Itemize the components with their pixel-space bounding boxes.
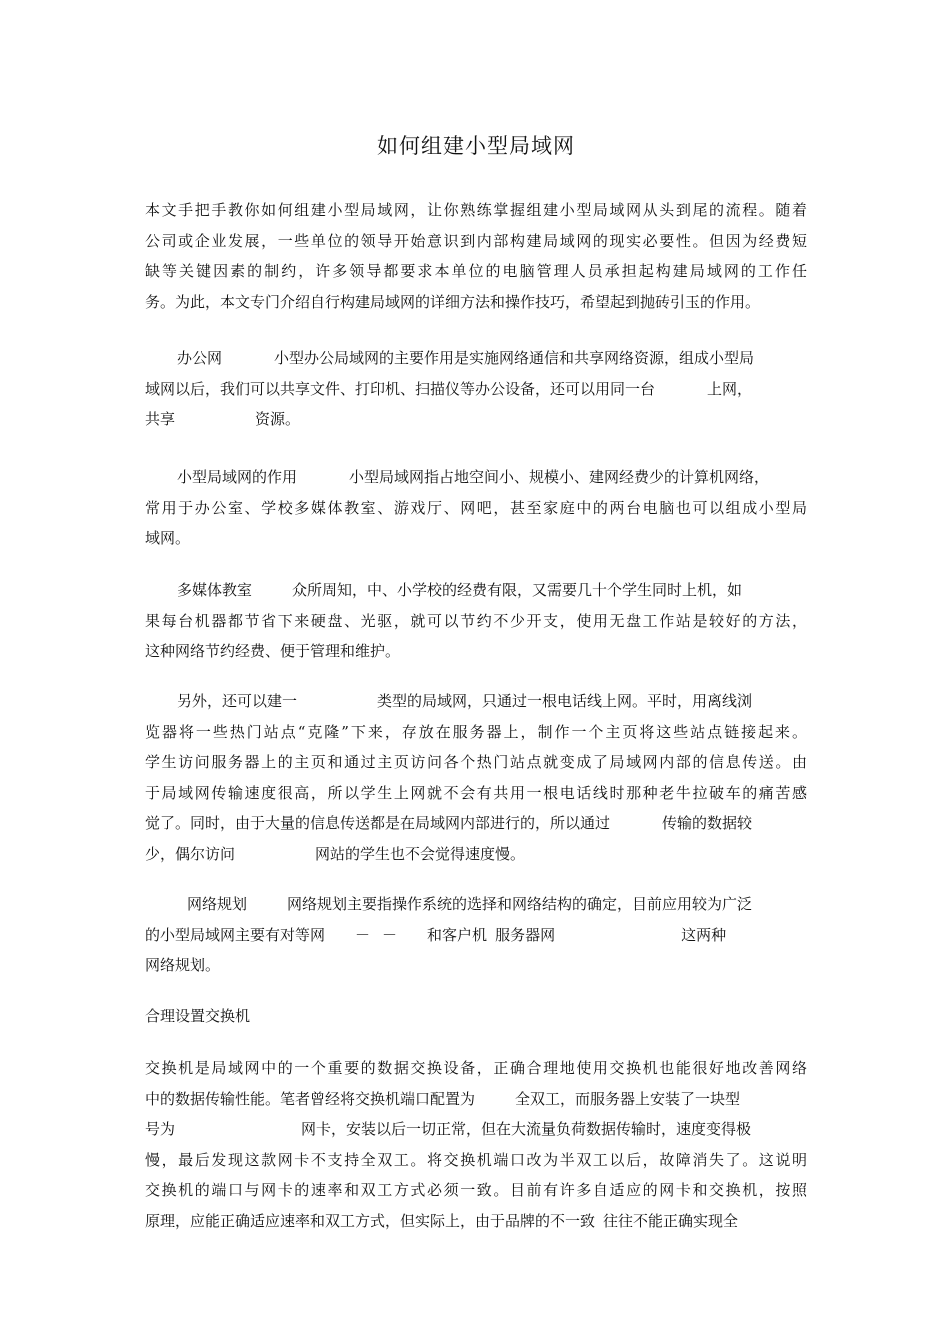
text-line: 学生访问服务器上的主页和通过主页访问各个热门站点就变成了局域网内部的信息传送。由 xyxy=(145,753,807,771)
text-span: 域网以后，我们可以共享文件、打印机、扫描仪等办公设备，还可以用同一台 xyxy=(145,379,656,398)
text-line xyxy=(145,889,807,920)
multimedia-classroom-paragraph xyxy=(145,575,807,667)
text-span: 的小型局域网主要有对等网 xyxy=(145,925,326,944)
text-line: 公司或企业发展，一些单位的领导开始意识到内部构建局域网的现实必要性。但因为经费短 xyxy=(145,231,807,250)
text-line: 于局域网传输速度很高，所以学生上网就不会有共用一根电话线时那种老牛拉破车的痛苦感 xyxy=(145,783,807,802)
text-line xyxy=(145,374,807,405)
text-span: 传输的数据较 xyxy=(662,814,753,832)
text-line xyxy=(145,343,807,374)
text-line: 这种网络节约经费、便于管理和维护。 xyxy=(145,642,401,660)
text-span: 号为 xyxy=(145,1120,176,1138)
section-label: 小型局域网的作用 xyxy=(177,468,298,486)
text-span: 小型办公局域网的主要作用是实施网络通信和共享网络资源，组成小型局 xyxy=(274,349,755,367)
text-line: 览器将一些热门站点“克隆”下来，存放在服务器上，制作一个主页将这些站点链接起来。 xyxy=(145,722,807,741)
document-title: 如何组建小型局域网 xyxy=(377,134,575,158)
text-span: 这两种 xyxy=(681,925,727,944)
shared-line-paragraph xyxy=(145,686,807,869)
section-label: 网络规划 xyxy=(187,895,248,913)
text-line xyxy=(145,404,807,435)
text-span: 服务器网 xyxy=(495,925,556,944)
text-line: 交换机是局域网中的一个重要的数据交换设备，正确合理地使用交换机也能很好地改善网络 xyxy=(145,1059,807,1077)
text-line xyxy=(145,1084,807,1115)
text-span: 觉了。同时，由于大量的信息传送都是在局域网内部进行的，所以通过 xyxy=(145,814,611,832)
text-line: 务。为此，本文专门介绍自行构建局域网的详细方法和操作技巧，希望起到抛砖引玉的作用。 xyxy=(145,292,761,311)
heading-text: 合理设置交换机 xyxy=(145,1007,251,1025)
text-span: 网卡，安装以后一切正常，但在大流量负荷数据传输时，速度变得极 xyxy=(301,1120,752,1138)
text-span: 网站的学生也不会觉得速度慢。 xyxy=(315,844,526,863)
text-span: 上网， xyxy=(707,379,753,398)
network-planning-paragraph xyxy=(145,889,807,981)
text-span: － xyxy=(382,925,398,944)
text-span: 另外，还可以建一 xyxy=(177,692,298,710)
text-span: 往往不能正确实现全 xyxy=(603,1211,739,1230)
section-label: 多媒体教室 xyxy=(177,581,253,599)
text-span: 众所周知，中、小学校的经费有限，又需要几十个学生同时上机，如 xyxy=(292,581,743,599)
text-line: 网络规划。 xyxy=(145,956,221,974)
text-line: 慢，最后发现这款网卡不支持全双工。将交换机端口改为半双工以后，故障消失了。这说明 xyxy=(145,1150,807,1169)
text-line xyxy=(145,575,807,606)
lan-purpose-paragraph xyxy=(145,462,807,554)
text-span: 网络规划主要指操作系统的选择和网络结构的确定，目前应用较为广泛 xyxy=(287,895,753,913)
switch-paragraph xyxy=(145,1053,807,1236)
text-line: 域网。 xyxy=(145,529,191,547)
text-line xyxy=(145,808,807,839)
text-line xyxy=(145,839,807,870)
text-span: － xyxy=(355,925,371,944)
text-span: 原理，应能正确适应速率和双工方式，但实际上，由于品牌的不一致 xyxy=(145,1211,596,1230)
text-line xyxy=(145,920,807,951)
text-span: 共享 xyxy=(145,410,176,428)
text-line xyxy=(145,686,807,717)
text-span: 小型局域网指占地空间小、规模小、建网经费少的计算机网络， xyxy=(349,468,770,486)
intro-paragraph xyxy=(145,195,807,317)
text-line: 缺等关键因素的制约，许多领导都要求本单位的电脑管理人员承担起构建局域网的工作任 xyxy=(145,262,807,280)
text-line: 本文手把手教你如何组建小型局域网，让你熟练掌握组建小型局域网从头到尾的流程。随着 xyxy=(145,201,807,219)
text-span: 类型的局域网，只通过一根电话线上网。平时，用离线浏 xyxy=(377,692,753,710)
text-line: 交换机的端口与网卡的速率和双工方式必须一致。目前有许多自适应的网卡和交换机，按照 xyxy=(145,1181,807,1199)
text-span: 少，偶尔访问 xyxy=(145,844,236,863)
text-line: 果每台机器都节省下来硬盘、光驱，就可以节约不少开支，使用无盘工作站是较好的方法， xyxy=(145,611,807,630)
section-label: 办公网 xyxy=(177,349,223,367)
section-heading xyxy=(145,1001,807,1032)
text-line: 常用于办公室、学校多媒体教室、游戏厅、网吧，甚至家庭中的两台电脑也可以组成小型局 xyxy=(145,498,807,517)
text-span: 中的数据传输性能。笔者曾经将交换机端口配置为 xyxy=(145,1089,476,1108)
office-network-paragraph xyxy=(145,343,807,435)
text-line xyxy=(145,1206,807,1237)
text-span: 和客户机 xyxy=(427,925,488,944)
text-span: 资源。 xyxy=(255,410,301,428)
text-span: 全双工，而服务器上安装了一块型 xyxy=(515,1089,741,1108)
text-line xyxy=(145,1114,807,1145)
text-line xyxy=(145,462,807,493)
